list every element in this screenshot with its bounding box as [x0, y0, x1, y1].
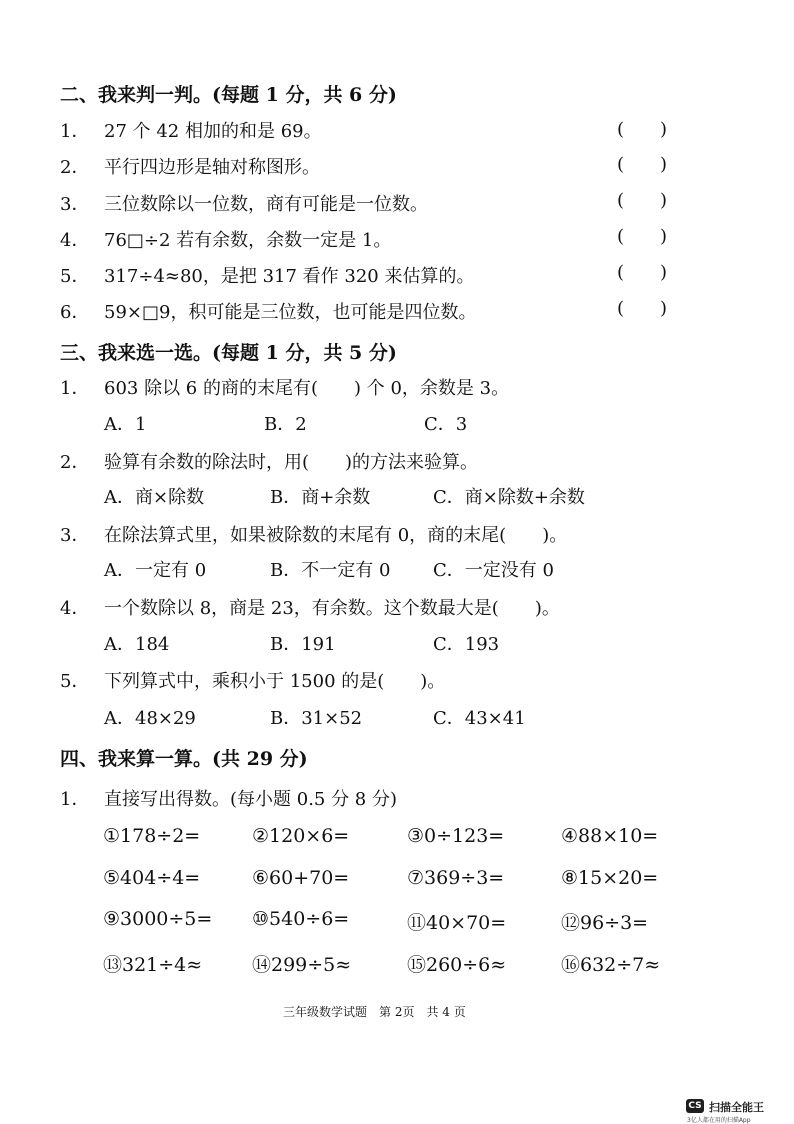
scanner-logo-icon: CS [686, 1099, 704, 1113]
item-text: 59×□9，积可能是三位数，也可能是四位数。 [104, 302, 477, 323]
calc-item: ⑦369÷3= [407, 867, 505, 889]
option-c[interactable]: C．商×除数+余数 [433, 487, 585, 508]
calc-item: ⑮260÷6≈ [407, 954, 507, 976]
option-c[interactable]: C．43×41 [433, 708, 526, 729]
question-number: 3． [60, 525, 90, 546]
item-number: 6． [60, 302, 90, 323]
calc-item: ⑤404÷4= [103, 867, 201, 889]
item-number: 2． [60, 157, 90, 178]
option-b[interactable]: B．2 [264, 414, 307, 435]
question-text: 验算有余数的除法时，用( )的方法来验算。 [104, 452, 479, 473]
answer-parens[interactable]: ( ) [617, 226, 668, 247]
option-b[interactable]: B．商+余数 [270, 487, 371, 508]
question-text: 603 除以 6 的商的末尾有( ) 个 0，余数是 3。 [104, 378, 510, 399]
calc-item: ⑬321÷4≈ [103, 954, 203, 976]
item-text: 三位数除以一位数，商有可能是一位数。 [104, 194, 428, 215]
item-text: 76□÷2 若有余数，余数一定是 1。 [104, 230, 392, 251]
subquestion-number: 1． [60, 789, 90, 810]
option-b[interactable]: B．191 [270, 634, 336, 655]
calc-item: ⑭299÷5≈ [252, 954, 352, 976]
calc-item: ④88×10= [561, 825, 659, 847]
option-c[interactable]: C．3 [424, 414, 468, 435]
answer-parens[interactable]: ( ) [617, 262, 668, 283]
option-b[interactable]: B．31×52 [270, 708, 363, 729]
question-number: 2． [60, 452, 90, 473]
item-number: 1． [60, 121, 90, 142]
option-c[interactable]: C．一定没有 0 [433, 560, 554, 581]
question-number: 4． [60, 598, 90, 619]
page-footer: 三年级数学试题 第 2页 共 4 页 [283, 1005, 466, 1019]
calc-item: ③0÷123= [407, 825, 505, 847]
calc-item: ⑨3000÷5= [103, 908, 213, 930]
calc-item: ⑧15×20= [561, 867, 659, 889]
section2-heading: 二、我来判一判。(每题 1 分，共 6 分) [60, 84, 397, 106]
question-text: 一个数除以 8，商是 23，有余数。这个数最大是( )。 [104, 598, 560, 619]
calc-item: ⑩540÷6= [252, 908, 350, 930]
option-c[interactable]: C．193 [433, 634, 500, 655]
question-number: 5． [60, 671, 90, 692]
option-a[interactable]: A．1 [104, 414, 147, 435]
section4-heading: 四、我来算一算。(共 29 分) [60, 748, 308, 770]
question-text: 下列算式中，乘积小于 1500 的是( )。 [104, 671, 446, 692]
option-a[interactable]: A．184 [104, 634, 170, 655]
option-a[interactable]: A．一定有 0 [104, 560, 207, 581]
item-text: 平行四边形是轴对称图形。 [104, 157, 320, 178]
answer-parens[interactable]: ( ) [617, 190, 668, 211]
answer-parens[interactable]: ( ) [617, 119, 668, 140]
question-number: 1． [60, 378, 90, 399]
scanner-app-tagline: 3亿人都在用的扫描App [687, 1117, 751, 1124]
subquestion-text: 直接写出得数。(每小题 0.5 分 8 分) [104, 789, 398, 810]
calc-item: ⑯632÷7≈ [561, 954, 661, 976]
calc-item: ⑫96÷3= [561, 912, 649, 934]
item-number: 4． [60, 230, 90, 251]
item-number: 5． [60, 266, 90, 287]
item-text: 317÷4≈80，是把 317 看作 320 来估算的。 [104, 266, 475, 287]
answer-parens[interactable]: ( ) [617, 298, 668, 319]
calc-item: ②120×6= [252, 825, 350, 847]
option-b[interactable]: B．不一定有 0 [270, 560, 391, 581]
option-a[interactable]: A．商×除数 [104, 487, 205, 508]
scanner-app-name: 扫描全能王 [709, 1101, 764, 1114]
calc-item: ①178÷2= [103, 825, 201, 847]
item-number: 3． [60, 194, 90, 215]
item-text: 27 个 42 相加的和是 69。 [104, 121, 322, 142]
option-a[interactable]: A．48×29 [104, 708, 196, 729]
question-text: 在除法算式里，如果被除数的末尾有 0，商的末尾( )。 [104, 525, 568, 546]
calc-item: ⑥60+70= [252, 867, 350, 889]
calc-item: ⑪40×70= [407, 912, 507, 934]
section3-heading: 三、我来选一选。(每题 1 分，共 5 分) [60, 342, 397, 364]
answer-parens[interactable]: ( ) [617, 154, 668, 175]
